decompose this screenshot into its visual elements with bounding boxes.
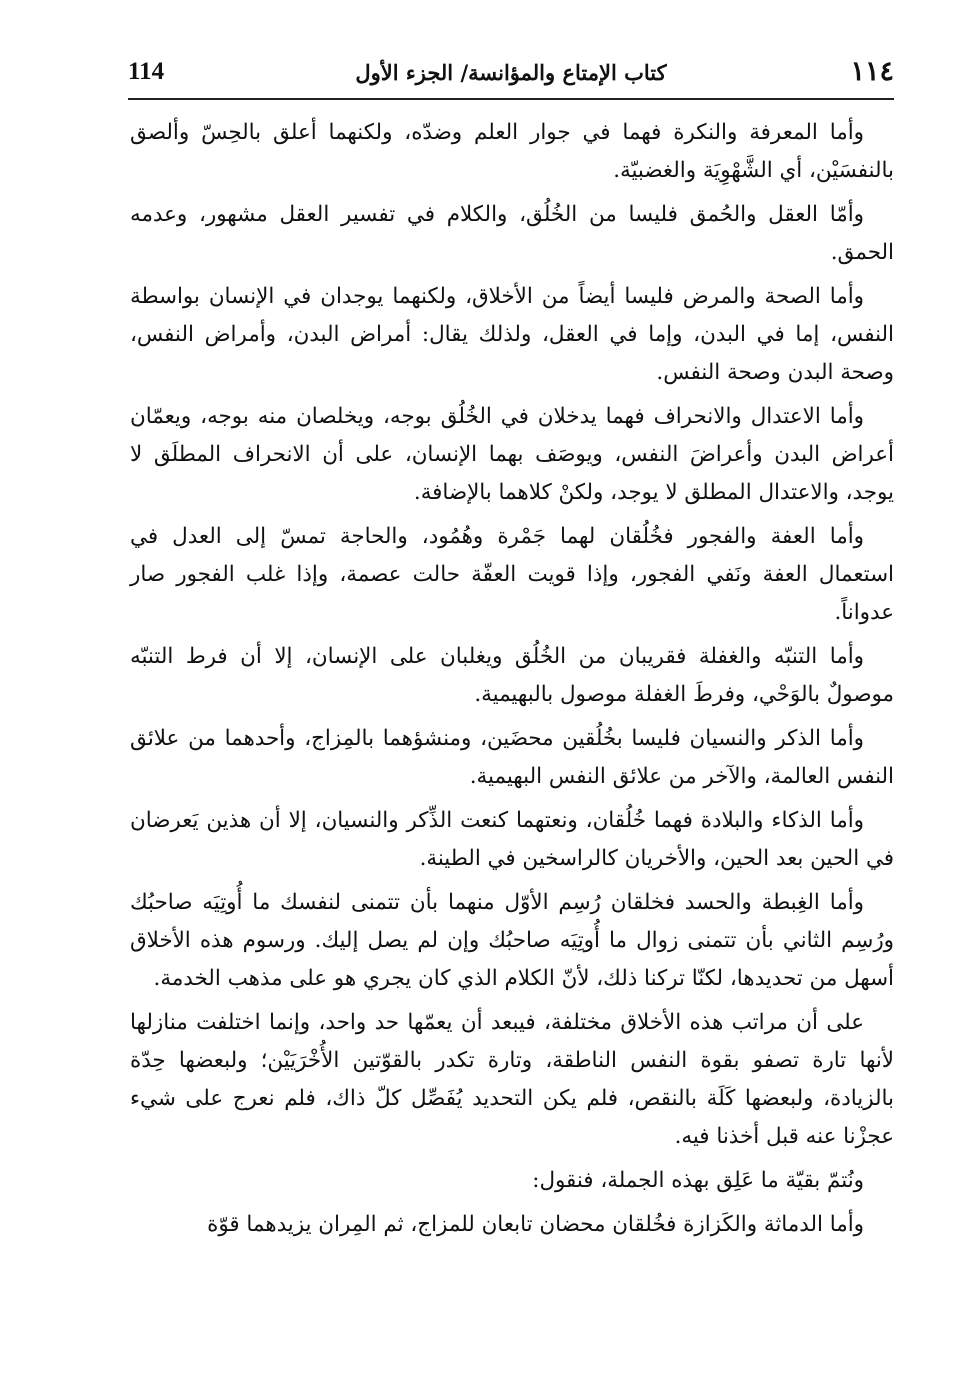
body-text	[130, 114, 894, 1250]
paragraph: وأما الذكاء والبلادة فهما خُلُقان، ونعتهما كنعت الذِّكر والنسيان، إلا أن هذين يَعرضان في الحين بعد الحين، والأخريان كالراسخين في الطينة.	[130, 808, 894, 871]
page-number-arabic: ١١٤	[850, 56, 894, 87]
paragraph: على أن مراتب هذه الأخلاق مختلفة، فيبعد أن يعمّها حد واحد، وإنما اختلفت منازلها لأنها تارة تصفو بقوة النفس الناطقة، وتارة تكدر بالقوّتين الأُخْرَيَيْن؛ ولبعضها حِدّة بالزيادة، ولبعضها كَلَة بالنقص، فلم يكن التحديد يُفَصِّل كلّ ذاك، فلم نعرج على شيء عجزْنا عنه قبل أخذنا فيه.	[130, 1010, 894, 1149]
paragraph: وأما الغِبطة والحسد فخلقان رُسِم الأوّل منهما بأن تتمنى لنفسك ما أُوتِيَه صاحبُك ورُسِم الثاني بأن تتمنى زوال ما أُوتِيَه صاحبُك وإن لم يصل إليك. ورسوم هذه الأخلاق أسهل من تحديدها، لكنّا تركنا ذلك، لأنّ الكلام الذي كان يجري هو على مذهب الخدمة.	[130, 890, 894, 991]
paragraph: وأما العفة والفجور فخُلُقان لهما جَمْرة وهُمُود، والحاجة تمسّ إلى العدل في استعمال العفة ونَفي الفجور، وإذا قويت العفّة حالت عصمة، وإذا غلب الفجور صار عدواناً.	[130, 524, 894, 625]
paragraph: وأمّا العقل والحُمق فليسا من الخُلُق، والكلام في تفسير العقل مشهور، وعدمه الحمق.	[130, 202, 894, 265]
paragraph: وأما المعرفة والنكرة فهما في جوار العلم وضدّه، ولكنهما أعلق بالحِسّ وألصق بالنفسَيْن، أي الشَّهْوِيَة والغضبيّة.	[130, 120, 894, 183]
page-header	[128, 56, 894, 96]
paragraph: ونُتمّ بقيّة ما عَلِق بهذه الجملة، فنقول:	[532, 1168, 864, 1193]
paragraph: وأما الصحة والمرض فليسا أيضاً من الأخلاق، ولكنهما يوجدان في الإنسان بواسطة النفس، إما في البدن، وإما في العقل، ولذلك يقال: أمراض البدن، وأمراض النفس، وصحة البدن وصحة النفس.	[130, 284, 894, 385]
paragraph: وأما التنبّه والغفلة فقريبان من الخُلُق ويغلبان على الإنسان، إلا أن فرط التنبّه موصولٌ بالوَحْي، وفرطَ الغفلة موصول بالبهيمية.	[130, 644, 894, 707]
page-number-latin: 114	[128, 58, 165, 85]
paragraph: وأما الاعتدال والانحراف فهما يدخلان في الخُلُق بوجه، ويخلصان منه بوجه، ويعمّان أعراض البدن وأعراضَ النفس، ويوصَف بهما الإنسان، على أن الانحراف المطلَق لا يوجد، والاعتدال المطلق لا يوجد، ولكنْ كلاهما بالإضافة.	[130, 404, 894, 505]
header-rule	[128, 98, 894, 100]
running-title: كتاب الإمتاع والمؤانسة/ الجزء الأول	[355, 60, 667, 85]
paragraph: وأما الدماثة والكَزازة فخُلقان محضان تابعان للمزاج، ثم المِران يزيدهما قوّة	[207, 1212, 864, 1237]
paragraph: وأما الذكر والنسيان فليسا بخُلُقين محضَين، ومنشؤهما بالمِزاج، وأحدهما من علائق النفس العالمة، والآخر من علائق النفس البهيمية.	[130, 726, 894, 789]
